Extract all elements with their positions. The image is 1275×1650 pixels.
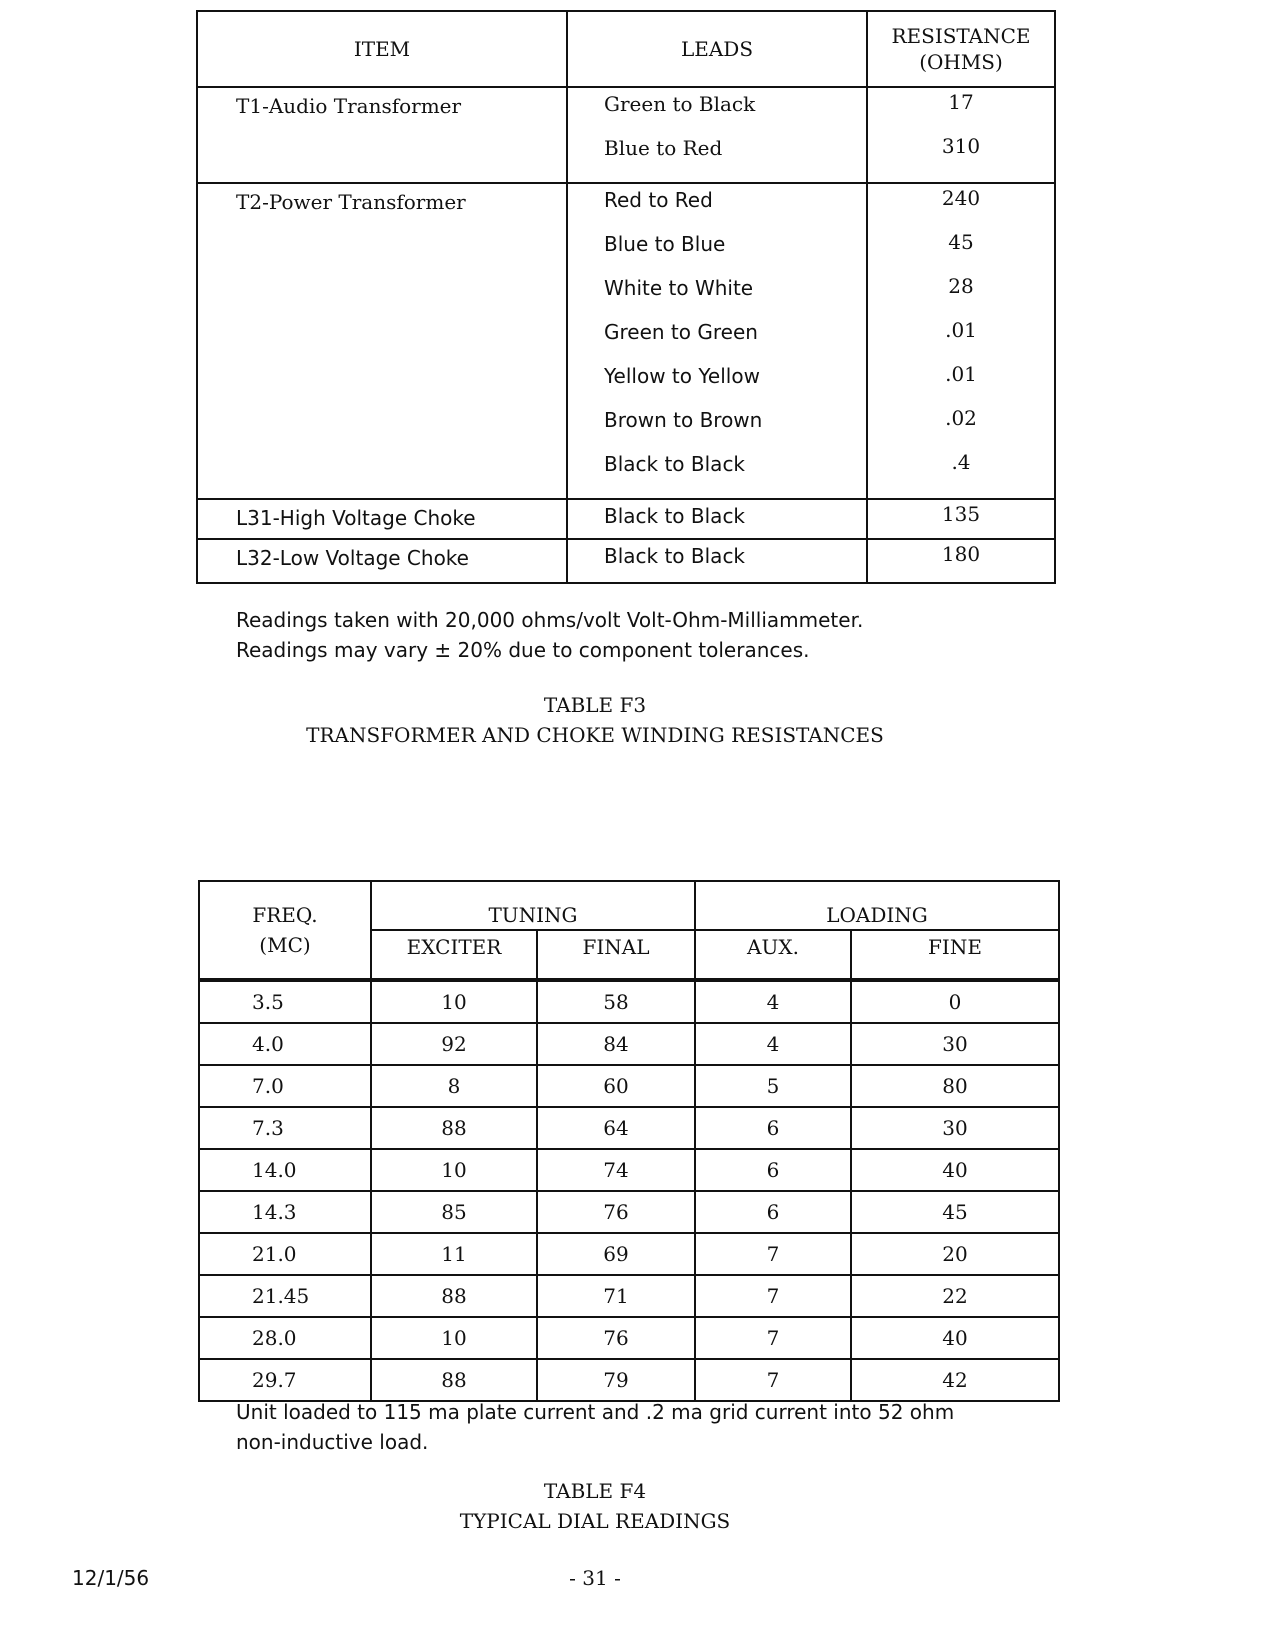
final-cell: 74 — [537, 1149, 695, 1191]
note-line: Readings may vary ± 20% due to component tolerances. — [236, 638, 810, 662]
table-row — [197, 87, 1055, 183]
column-header-resistance — [867, 11, 1055, 87]
final-cell: 64 — [537, 1107, 695, 1149]
leads-cell — [567, 183, 867, 499]
resistance-value: 28 — [948, 274, 974, 298]
exciter-cell: 10 — [371, 1317, 537, 1359]
table-row — [199, 980, 1059, 1023]
exciter-cell: 10 — [371, 980, 537, 1023]
table-f3 — [196, 10, 1056, 584]
note-line: Readings taken with 20,000 ohms/volt Volt-Ohm-Milliammeter. — [236, 608, 864, 632]
lead-pair: Black to Black — [604, 544, 746, 568]
column-header-item: ITEM — [197, 11, 567, 87]
fine-cell: 42 — [851, 1359, 1059, 1401]
final-cell: 71 — [537, 1275, 695, 1317]
aux-cell: 7 — [695, 1275, 851, 1317]
item-cell: T1-Audio Transformer — [197, 87, 567, 183]
table-row — [199, 1191, 1059, 1233]
resistance-value: .01 — [945, 362, 977, 386]
aux-cell: 5 — [695, 1065, 851, 1107]
caption-subtitle: TYPICAL DIAL READINGS — [459, 1509, 731, 1533]
resistance-value: 17 — [948, 90, 974, 114]
item-cell: L31-High Voltage Choke — [197, 499, 567, 539]
final-cell: 79 — [537, 1359, 695, 1401]
aux-cell: 6 — [695, 1191, 851, 1233]
exciter-cell: 88 — [371, 1107, 537, 1149]
final-cell: 69 — [537, 1233, 695, 1275]
column-group-tuning: TUNING — [371, 881, 695, 930]
fine-cell: 40 — [851, 1149, 1059, 1191]
aux-cell: 7 — [695, 1233, 851, 1275]
resistance-value: 135 — [941, 502, 981, 526]
exciter-cell: 85 — [371, 1191, 537, 1233]
freq-cell: 7.0 — [199, 1065, 371, 1107]
lead-pair: Brown to Brown — [604, 408, 763, 432]
freq-cell: 14.3 — [199, 1191, 371, 1233]
freq-cell: 21.0 — [199, 1233, 371, 1275]
fine-cell: 0 — [851, 980, 1059, 1023]
fine-cell: 40 — [851, 1317, 1059, 1359]
table-row — [199, 1149, 1059, 1191]
resistance-value: 240 — [941, 186, 981, 210]
freq-cell: 29.7 — [199, 1359, 371, 1401]
final-cell: 58 — [537, 980, 695, 1023]
caption-title: TABLE F3 — [543, 693, 647, 717]
table-row — [199, 1359, 1059, 1401]
note-line: Unit loaded to 115 ma plate current and .2 ma grid current into 52 ohm — [236, 1400, 955, 1424]
resistance-cell — [867, 499, 1055, 539]
final-cell: 84 — [537, 1023, 695, 1065]
fine-cell: 30 — [851, 1023, 1059, 1065]
lead-pair: Green to Black — [604, 92, 756, 116]
final-cell: 60 — [537, 1065, 695, 1107]
fine-cell: 20 — [851, 1233, 1059, 1275]
item-cell: T2-Power Transformer — [197, 183, 567, 499]
resistance-value: .01 — [945, 318, 977, 342]
aux-cell: 6 — [695, 1149, 851, 1191]
column-header-leads: LEADS — [567, 11, 867, 87]
freq-cell: 4.0 — [199, 1023, 371, 1065]
resistance-label: RESISTANCE — [891, 24, 1031, 48]
leads-cell — [567, 499, 867, 539]
table-f4-notes — [236, 1397, 954, 1457]
resistance-value: 45 — [948, 230, 974, 254]
lead-pair: Blue to Blue — [604, 232, 726, 256]
lead-pair: Yellow to Yellow — [604, 364, 760, 388]
column-header-freq — [199, 881, 371, 980]
lead-pair: Blue to Red — [604, 136, 723, 160]
table-row — [199, 1107, 1059, 1149]
freq-cell: 7.3 — [199, 1107, 371, 1149]
resistance-value: .02 — [945, 406, 977, 430]
freq-cell: 3.5 — [199, 980, 371, 1023]
final-cell: 76 — [537, 1191, 695, 1233]
column-group-loading: LOADING — [695, 881, 1059, 930]
page-number: - 31 - — [569, 1566, 621, 1590]
lead-pair: Red to Red — [604, 188, 713, 212]
column-header-aux: AUX. — [695, 930, 851, 980]
fine-cell: 30 — [851, 1107, 1059, 1149]
exciter-cell: 88 — [371, 1359, 537, 1401]
resistance-unit: (OHMS) — [919, 50, 1003, 74]
table-row — [199, 1233, 1059, 1275]
aux-cell: 7 — [695, 1317, 851, 1359]
table-header-row — [197, 11, 1055, 87]
table-row — [199, 1065, 1059, 1107]
table-row — [199, 1317, 1059, 1359]
aux-cell: 4 — [695, 1023, 851, 1065]
resistance-value: 180 — [941, 542, 981, 566]
table-f3-caption — [0, 690, 1190, 750]
page-date: 12/1/56 — [72, 1566, 150, 1590]
resistance-cell — [867, 87, 1055, 183]
exciter-cell: 8 — [371, 1065, 537, 1107]
table-f4-caption — [0, 1476, 1190, 1536]
exciter-cell: 10 — [371, 1149, 537, 1191]
caption-subtitle: TRANSFORMER AND CHOKE WINDING RESISTANCES — [306, 723, 884, 747]
lead-pair: Green to Green — [604, 320, 758, 344]
exciter-cell: 92 — [371, 1023, 537, 1065]
table-row — [199, 1023, 1059, 1065]
exciter-cell: 88 — [371, 1275, 537, 1317]
column-header-final: FINAL — [537, 930, 695, 980]
lead-pair: Black to Black — [604, 452, 746, 476]
table-f4-body — [199, 980, 1059, 1401]
table-row — [197, 499, 1055, 539]
lead-pair: Black to Black — [604, 504, 746, 528]
fine-cell: 22 — [851, 1275, 1059, 1317]
freq-unit: (MC) — [259, 933, 311, 957]
fine-cell: 45 — [851, 1191, 1059, 1233]
resistance-cell — [867, 539, 1055, 583]
lead-pair: White to White — [604, 276, 754, 300]
resistance-value: .4 — [951, 450, 971, 474]
item-cell: L32-Low Voltage Choke — [197, 539, 567, 583]
table-row — [197, 539, 1055, 583]
exciter-cell: 11 — [371, 1233, 537, 1275]
fine-cell: 80 — [851, 1065, 1059, 1107]
aux-cell: 4 — [695, 980, 851, 1023]
leads-cell — [567, 539, 867, 583]
caption-title: TABLE F4 — [543, 1479, 647, 1503]
resistance-cell — [867, 183, 1055, 499]
column-header-fine: FINE — [851, 930, 1059, 980]
final-cell: 76 — [537, 1317, 695, 1359]
freq-cell: 21.45 — [199, 1275, 371, 1317]
note-line: non-inductive load. — [236, 1430, 429, 1454]
aux-cell: 7 — [695, 1359, 851, 1401]
table-row — [199, 1275, 1059, 1317]
leads-cell — [567, 87, 867, 183]
table-header-row — [199, 881, 1059, 930]
aux-cell: 6 — [695, 1107, 851, 1149]
freq-cell: 14.0 — [199, 1149, 371, 1191]
table-f3-notes — [236, 605, 863, 665]
table-row — [197, 183, 1055, 499]
freq-label: FREQ. — [252, 903, 318, 927]
table-f4 — [198, 880, 1060, 1402]
column-header-exciter: EXCITER — [371, 930, 537, 980]
resistance-value: 310 — [941, 134, 981, 158]
freq-cell: 28.0 — [199, 1317, 371, 1359]
